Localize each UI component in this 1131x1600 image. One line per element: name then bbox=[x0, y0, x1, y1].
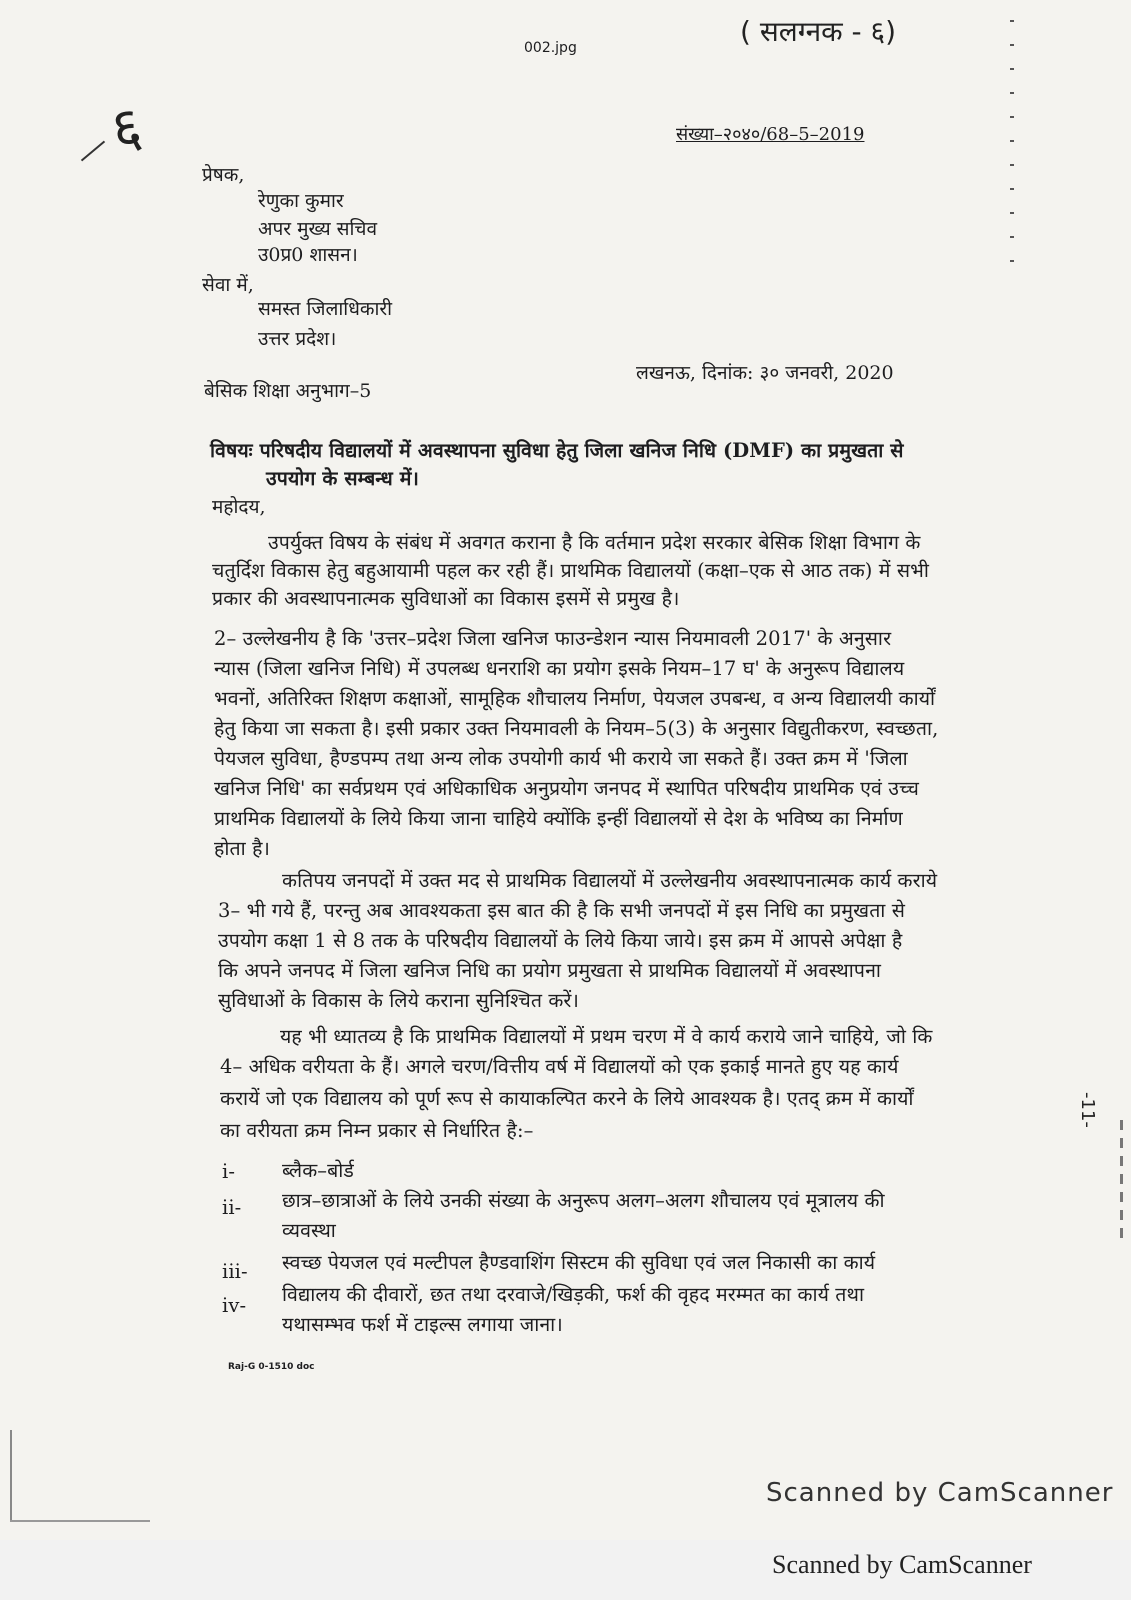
edge-dots bbox=[1120, 1120, 1123, 1240]
place-date: लखनऊ, दिनांक: ३० जनवरी, 2020 bbox=[636, 362, 894, 384]
recipient-place: उत्तर प्रदेश। bbox=[258, 328, 337, 350]
sender-office: उ0प्र0 शासन। bbox=[258, 244, 358, 266]
edge-dots bbox=[1010, 20, 1014, 270]
list-item: विद्यालय की दीवारों, छत तथा दरवाजे/खिड़की, फर्श की वृहद मरम्मत का कार्य तथा bbox=[282, 1283, 865, 1306]
subject-line-2: उपयोग के सम्बन्ध में। bbox=[266, 467, 420, 490]
salutation: महोदय, bbox=[212, 496, 266, 518]
para1-line: चतुर्दिश विकास हेतु बहुआयामी पहल कर रही हैं। प्राथमिक विद्यालयों (कक्षा–एक से आठ तक) में सभी bbox=[212, 559, 929, 582]
list-item: छात्र–छात्राओं के लिये उनकी संख्या के अनुरूप अलग–अलग शौचालय एवं मूत्रालय की bbox=[282, 1189, 885, 1212]
para2-line: 2– उल्लेखनीय है कि 'उत्तर–प्रदेश जिला खनिज फाउन्डेशन न्यास नियमावली 2017' के अनुसार bbox=[214, 627, 892, 650]
list-number: ii- bbox=[222, 1196, 242, 1219]
para4-line: का वरीयता क्रम निम्न प्रकार से निर्धारित है:– bbox=[220, 1119, 534, 1142]
watermark-faded: Scanned by CamScanner bbox=[766, 1478, 1114, 1508]
sender-label: प्रेषक, bbox=[202, 164, 245, 186]
list-number: i- bbox=[222, 1160, 236, 1183]
reference-number: संख्या–२०४०/68–5–2019 bbox=[676, 124, 865, 145]
para1-line: उपर्युक्त विषय के संबंध में अवगत कराना है कि वर्तमान प्रदेश सरकार बेसिक शिक्षा विभाग के bbox=[268, 531, 921, 554]
para2-line: भवनों, अतिरिक्त शिक्षण कक्षाओं, सामूहिक शौचालय निर्माण, पेयजल उपबन्ध, व अन्य विद्यालयी कार्यों bbox=[214, 687, 936, 710]
side-mark: -11- bbox=[1077, 1092, 1098, 1128]
para4-line: करायें जो एक विद्यालय को पूर्ण रूप से कायाकल्पित करने के लिये आवश्यक है। एतद् क्रम में कार्यों bbox=[220, 1087, 914, 1110]
list-number: iii- bbox=[222, 1260, 248, 1283]
recipient-name: समस्त जिलाधिकारी bbox=[258, 298, 393, 320]
top-annotation: ( सलग्नक - ६) bbox=[740, 15, 897, 48]
para3-line: कतिपय जनपदों में उक्त मद से प्राथमिक विद्यालयों में उल्लेखनीय अवस्थापनात्मक कार्य कराये bbox=[282, 869, 938, 892]
list-number: iv- bbox=[222, 1294, 247, 1317]
sender-name: रेणुका कुमार bbox=[258, 190, 344, 212]
para2-line: प्राथमिक विद्यालयों के लिये किया जाना चाहिये क्योंकि इन्हीं विद्यालयों से देश के भविष्य का निर्माण bbox=[214, 807, 903, 830]
para3-line: सुविधाओं के विकास के लिये कराना सुनिश्चित करें। bbox=[218, 989, 579, 1012]
scan-edge bbox=[10, 1430, 12, 1520]
file-label: 002.jpg bbox=[524, 40, 577, 56]
para2-line: पेयजल सुविधा, हैण्डपम्प तथा अन्य लोक उपयोगी कार्य भी कराये जा सकते हैं। उक्त क्रम में 'जिला bbox=[214, 747, 908, 770]
scan-edge bbox=[10, 1520, 150, 1522]
margin-stroke bbox=[81, 141, 105, 162]
para2-line: हेतु किया जा सकता है। इसी प्रकार उक्त नियमावली के नियम–5(3) के अनुसार विद्युतीकरण, स्वच्छता, bbox=[214, 717, 939, 740]
list-item-continuation: यथासम्भव फर्श में टाइल्स लगाया जाना। bbox=[282, 1313, 563, 1336]
para4-line: 4– अधिक वरीयता के हैं। अगले चरण/वित्तीय वर्ष में विद्यालयों को एक इकाई मानते हुए यह कार्य bbox=[220, 1055, 899, 1078]
sender-designation: अपर मुख्य सचिव bbox=[258, 218, 378, 240]
para2-line: न्यास (जिला खनिज निधि) में उपलब्ध धनराशि का प्रयोग इसके नियम–17 घ' के अनुरूप विद्यालय bbox=[214, 657, 905, 680]
para3-line: उपयोग कक्षा 1 से 8 तक के परिषदीय विद्यालयों के लिये किया जाये। इस क्रम में आपसे अपेक्षा है bbox=[218, 929, 903, 952]
recipient-label: सेवा में, bbox=[202, 274, 254, 296]
para3-line: कि अपने जनपद में जिला खनिज निधि का प्रयोग प्रमुखता से प्राथमिक विद्यालयों में अवस्थापना bbox=[218, 959, 882, 982]
para3-line: 3– भी गये हैं, परन्तु अब आवश्यकता इस बात की है कि सभी जनपदों में इस निधि का प्रमुखता से bbox=[218, 899, 906, 922]
subject-line-1: विषयः परिषदीय विद्यालयों में अवस्थापना सुविधा हेतु जिला खनिज निधि (DMF) का प्रमुखता से bbox=[210, 439, 904, 462]
list-item-continuation: व्यवस्था bbox=[282, 1219, 336, 1242]
watermark: Scanned by CamScanner bbox=[772, 1550, 1032, 1579]
list-item: ब्लैक–बोर्ड bbox=[282, 1159, 354, 1182]
margin-number: ६ bbox=[107, 94, 146, 163]
department: बेसिक शिक्षा अनुभाग–5 bbox=[204, 380, 372, 402]
para1-line: प्रकार की अवस्थापनात्मक सुविधाओं का विकास इसमें से प्रमुख है। bbox=[212, 587, 680, 610]
file-code: Raj-G 0-1510 doc bbox=[228, 1362, 315, 1372]
para2-line: खनिज निधि' का सर्वप्रथम एवं अधिकाधिक अनुप्रयोग जनपद में स्थापित परिषदीय प्राथमिक एवं उच्च bbox=[214, 777, 919, 800]
para2-line: होता है। bbox=[214, 837, 271, 860]
list-item: स्वच्छ पेयजल एवं मल्टीपल हैण्डवाशिंग सिस्टम की सुविधा एवं जल निकासी का कार्य bbox=[282, 1251, 876, 1274]
para4-line: यह भी ध्यातव्य है कि प्राथमिक विद्यालयों में प्रथम चरण में वे कार्य कराये जाने चाहिये, जो कि bbox=[280, 1025, 933, 1048]
